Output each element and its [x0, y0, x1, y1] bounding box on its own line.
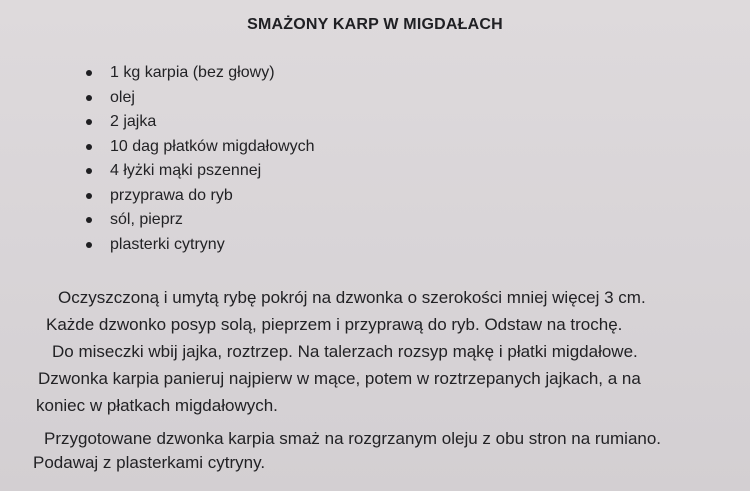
bullet-icon: [86, 217, 92, 223]
ingredient-text: sól, pieprz: [110, 211, 183, 228]
ingredient-item: [86, 233, 315, 258]
instruction-line: koniec w płatkach migdałowych.: [36, 396, 278, 415]
bullet-icon: [86, 242, 92, 248]
ingredient-item: [86, 61, 315, 86]
bullet-icon: [86, 70, 92, 76]
ingredient-item: [86, 110, 315, 135]
instruction-line: Przygotowane dzwonka karpia smaż na rozgrzanym oleju z obu stron na rumiano.: [44, 429, 662, 448]
ingredient-text: 10 dag płatków migdałowych: [110, 137, 315, 155]
ingredient-item: [86, 135, 315, 160]
ingredient-text: olej: [110, 88, 135, 106]
ingredient-item: [86, 86, 315, 111]
bullet-icon: [86, 193, 92, 199]
instruction-line: Każde dzwonko posyp solą, pieprzem i przyprawą do ryb. Odstaw na trochę.: [46, 315, 623, 334]
ingredient-text: plasterki cytryny: [110, 235, 225, 253]
instruction-line: Do miseczki wbij jajka, roztrzep. Na talerzach rozsyp mąkę i płatki migdałowe.: [52, 342, 638, 361]
bullet-icon: [86, 144, 92, 150]
ingredient-item: [86, 208, 315, 233]
instruction-line: Podawaj z plasterkami cytryny.: [33, 453, 266, 472]
ingredient-text: przyprawa do ryb: [110, 186, 233, 204]
bullet-icon: [86, 168, 92, 174]
bullet-icon: [86, 119, 92, 125]
ingredient-item: [86, 184, 315, 209]
instruction-line: Dzwonka karpia panieruj najpierw w mące, potem w roztrzepanych jajkach, a na: [38, 369, 641, 388]
ingredient-text: 1 kg karpia (bez głowy): [110, 64, 275, 81]
ingredient-item: [86, 159, 315, 184]
bullet-icon: [86, 95, 92, 101]
ingredients-list: [86, 61, 315, 257]
ingredient-text: 4 łyżki mąki pszennej: [110, 162, 262, 179]
instruction-line: Oczyszczoną i umytą rybę pokrój na dzwonka o szerokości mniej więcej 3 cm.: [58, 288, 646, 307]
recipe-title: SMAŻONY KARP W MIGDAŁACH: [247, 16, 503, 33]
ingredient-text: 2 jajka: [110, 113, 157, 130]
